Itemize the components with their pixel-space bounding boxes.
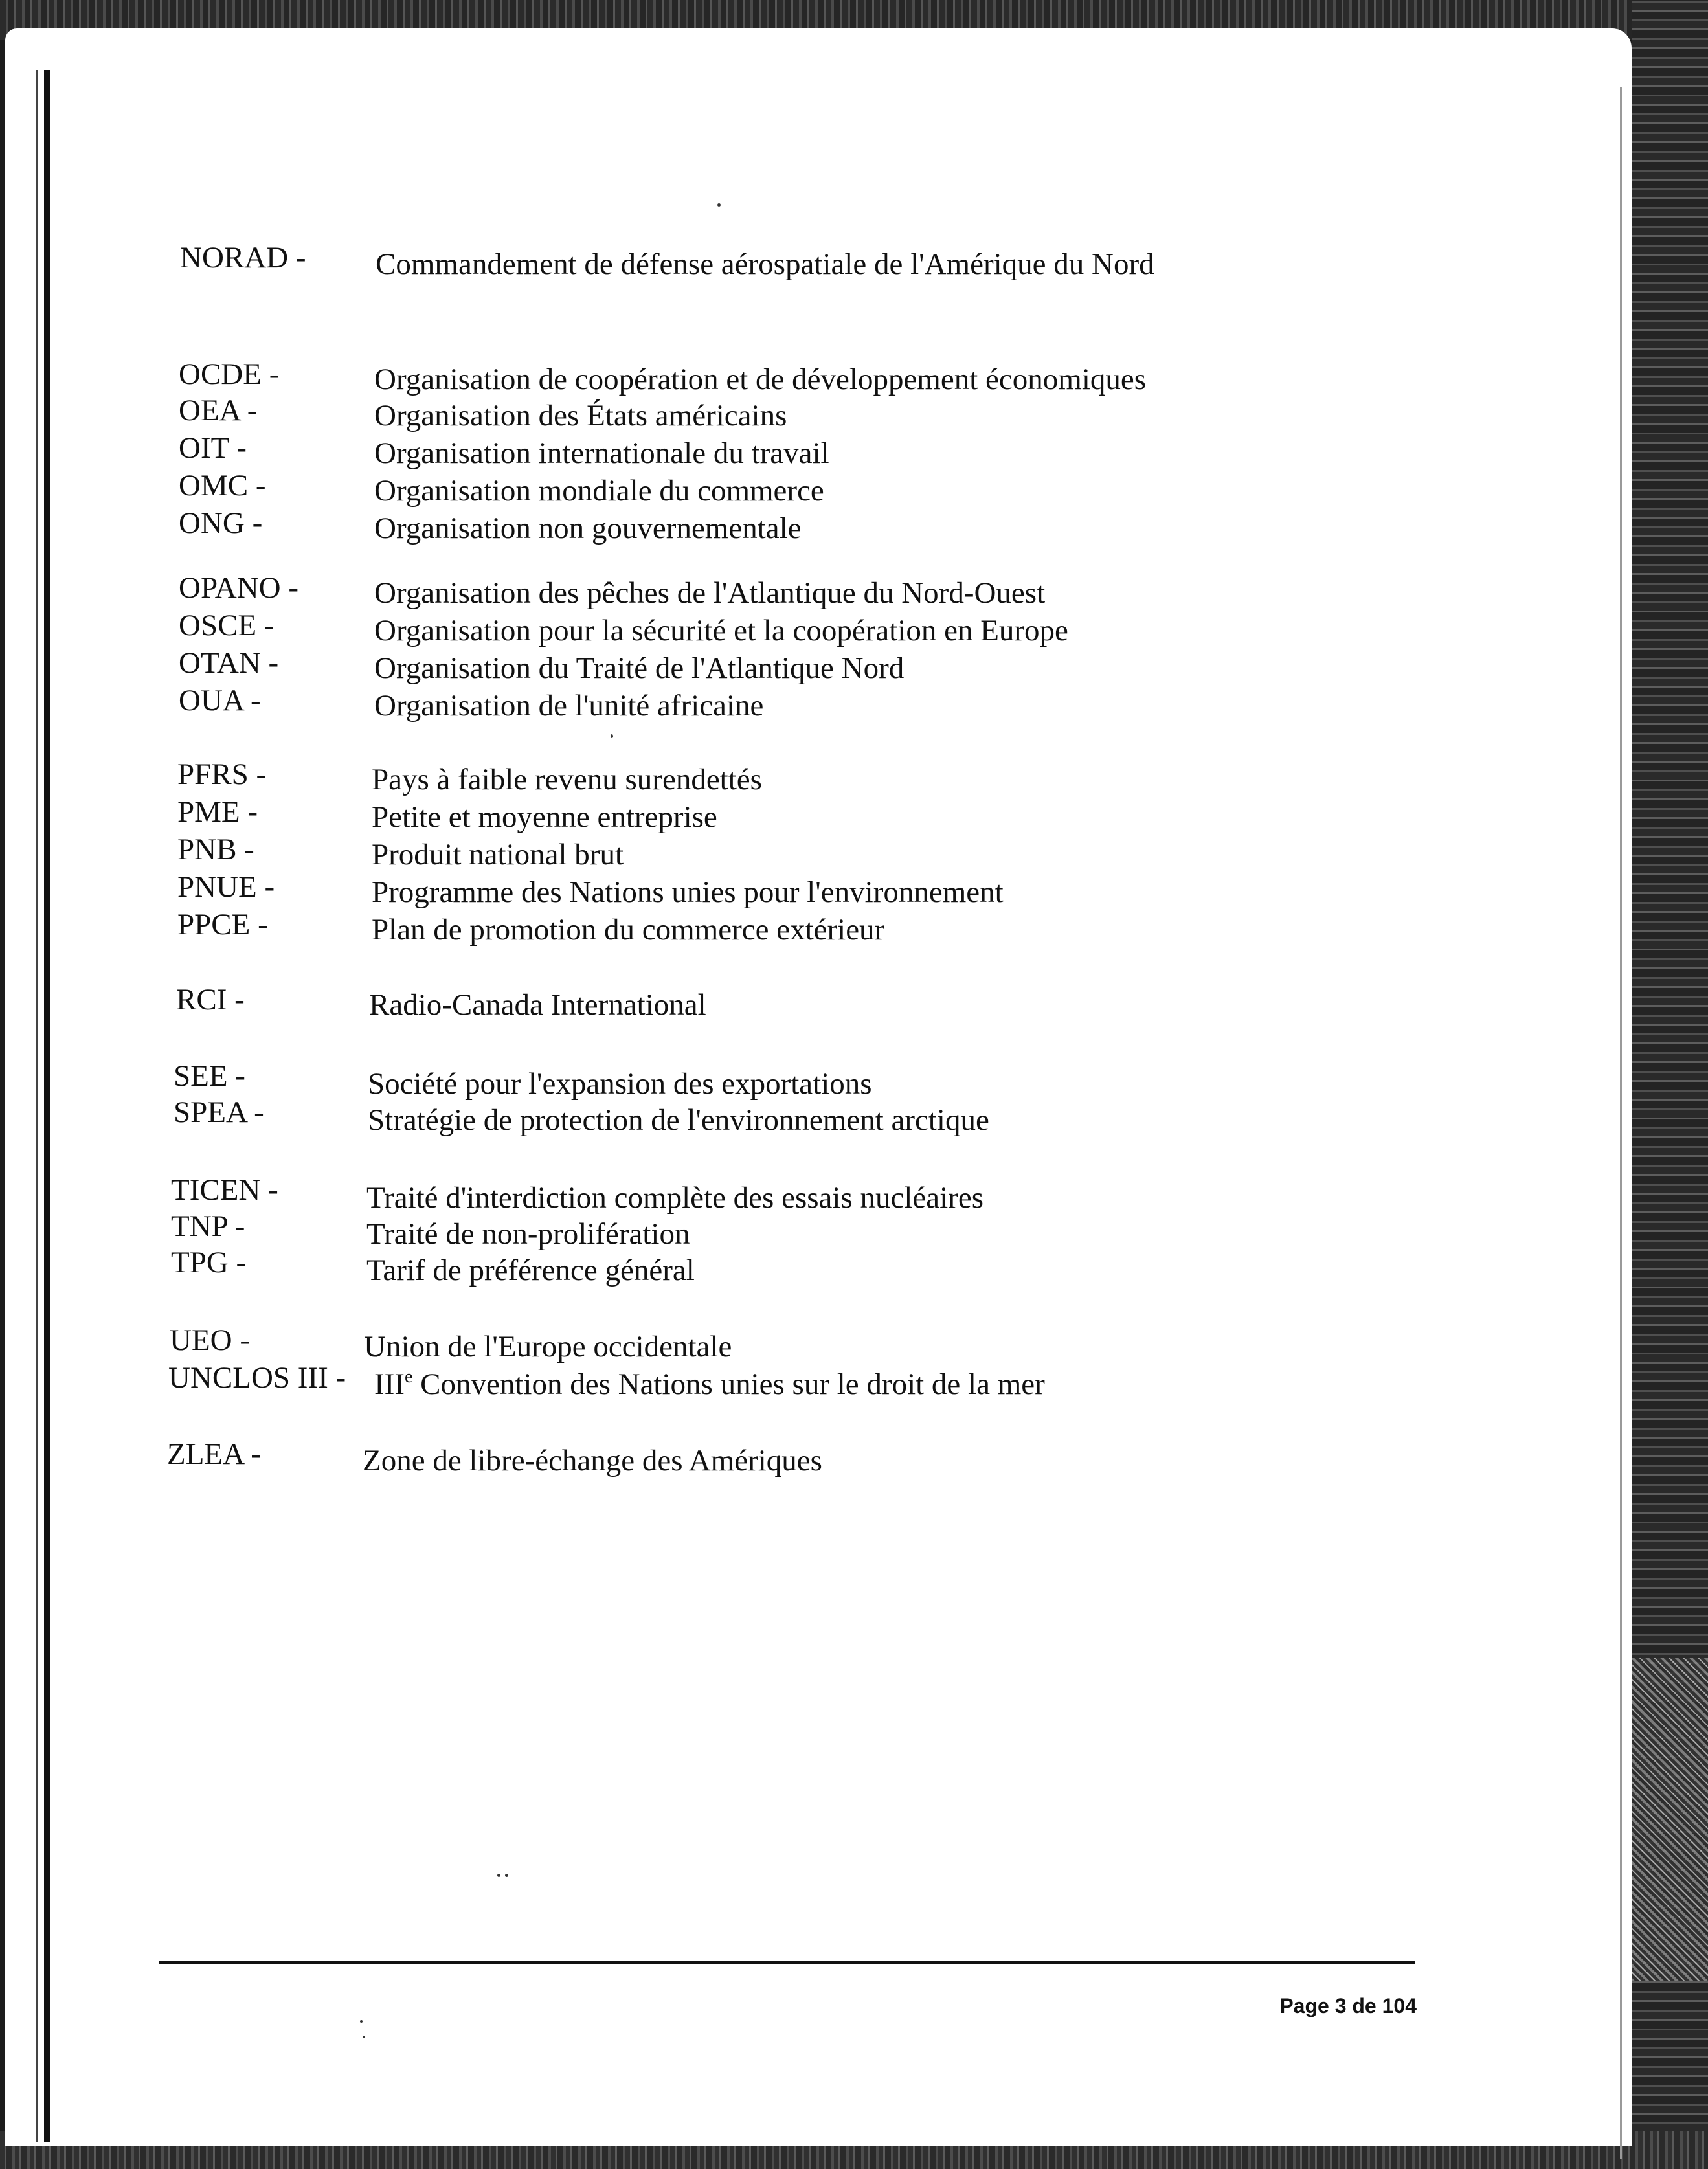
acronym-list <box>5 28 1300 1518</box>
acronym-definition: Stratégie de protection de l'environnement arctique <box>368 1103 989 1137</box>
acronym-abbr: PFRS - <box>177 758 267 791</box>
acronym-definition: Organisation pour la sécurité et la coopération en Europe <box>374 614 1068 647</box>
acronym-abbr: OMC - <box>179 469 266 502</box>
acronym-definition: Organisation de l'unité africaine <box>374 689 764 723</box>
scan-speck <box>611 734 613 738</box>
scan-speck <box>717 203 721 207</box>
acronym-abbr: SPEA - <box>174 1096 264 1129</box>
acronym-abbr: SEE - <box>174 1059 245 1093</box>
acronym-definition: Organisation du Traité de l'Atlantique Nord <box>374 651 905 685</box>
acronym-definition: Zone de libre-échange des Amériques <box>363 1444 822 1478</box>
acronym-abbr: UNCLOS III - <box>168 1361 346 1395</box>
acronym-abbr: NORAD - <box>180 241 306 275</box>
acronym-abbr: ZLEA - <box>167 1437 261 1471</box>
superscript-ordinal: e <box>404 1367 413 1387</box>
acronym-abbr: OTAN - <box>179 646 279 680</box>
acronym-abbr: PPCE - <box>177 908 268 941</box>
acronym-definition-prefix: III <box>374 1367 405 1401</box>
acronym-definition: Organisation de coopération et de développement économiques <box>374 363 1147 396</box>
acronym-definition: Pays à faible revenu surendettés <box>372 763 762 796</box>
acronym-definition: Société pour l'expansion des exportations <box>368 1067 872 1101</box>
acronym-definition: Organisation internationale du travail <box>374 436 829 470</box>
scan-speck <box>497 1874 500 1877</box>
acronym-abbr: OCDE - <box>179 357 280 391</box>
page-number: Page 3 de 104 <box>1279 1994 1417 2017</box>
acronym-abbr: RCI - <box>176 983 245 1017</box>
acronym-definition: Produit national brut <box>372 838 624 871</box>
acronym-definition: Plan de promotion du commerce extérieur <box>372 913 885 947</box>
acronym-definition: Traité de non-prolifération <box>366 1217 690 1251</box>
acronym-definition-rest: Convention des Nations unies sur le droit de la mer <box>412 1367 1045 1401</box>
acronym-definition: Organisation mondiale du commerce <box>374 474 824 508</box>
acronym-definition: Organisation non gouvernementale <box>374 511 802 545</box>
scan-noise-right <box>1632 1658 1708 1981</box>
footer-rule <box>159 1961 1415 1964</box>
acronym-abbr: PNUE - <box>177 870 275 904</box>
acronym-definition: Organisation des États américains <box>374 399 787 433</box>
acronym-abbr: TPG - <box>171 1246 247 1279</box>
acronym-definition: Union de l'Europe occidentale <box>364 1330 732 1364</box>
scan-speck <box>363 2036 365 2038</box>
acronym-definition: Tarif de préférence général <box>366 1253 695 1287</box>
acronym-abbr: TICEN - <box>171 1173 278 1207</box>
acronym-abbr: UEO - <box>170 1323 250 1357</box>
acronym-definition: Programme des Nations unies pour l'environnement <box>372 875 1004 909</box>
acronym-abbr: TNP - <box>171 1209 245 1243</box>
acronym-abbr: OPANO - <box>179 571 298 605</box>
acronym-definition: Radio-Canada International <box>369 988 706 1022</box>
acronym-abbr: OIT - <box>179 431 247 465</box>
acronym-abbr: OUA - <box>179 684 261 717</box>
acronym-definition: Petite et moyenne entreprise <box>372 800 717 834</box>
acronym-abbr: PME - <box>177 795 258 829</box>
acronym-abbr: PNB - <box>177 833 254 866</box>
acronym-definition: Traité d'interdiction complète des essais nucléaires <box>366 1181 983 1215</box>
acronym-definition <box>374 1366 1045 1402</box>
document-page <box>5 28 1632 2146</box>
scan-speck <box>360 2020 363 2023</box>
acronym-abbr: OEA - <box>179 394 258 427</box>
acronym-abbr: ONG - <box>179 506 263 540</box>
page-right-edge <box>1620 87 1622 2159</box>
acronym-abbr: OSCE - <box>179 609 275 642</box>
acronym-definition: Commandement de défense aérospatiale de l'Amérique du Nord <box>376 247 1154 281</box>
acronym-definition: Organisation des pêches de l'Atlantique du Nord-Ouest <box>374 576 1046 610</box>
scan-speck <box>505 1874 508 1877</box>
